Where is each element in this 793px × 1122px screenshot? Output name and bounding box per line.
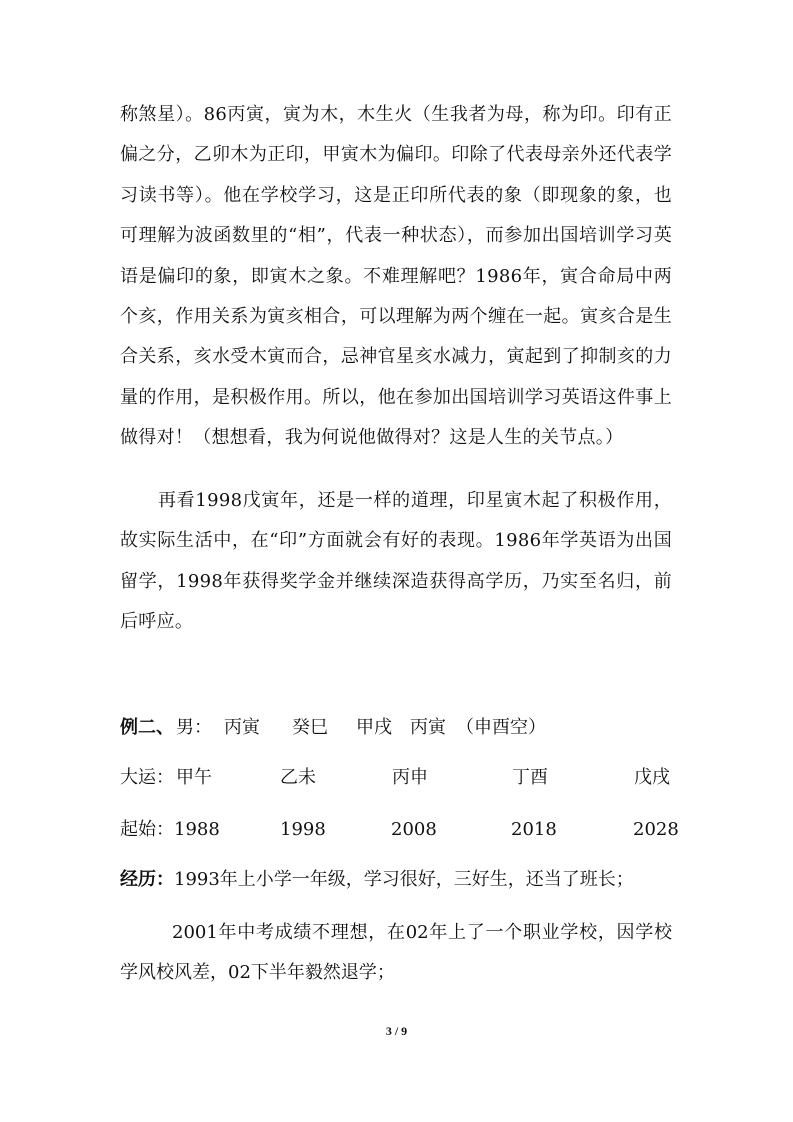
pillar-day: 甲戌 <box>356 717 392 738</box>
qishi-year: 2008 <box>391 819 437 840</box>
page-number: 3 / 9 <box>385 1024 408 1038</box>
pillar-year: 丙寅 <box>224 717 260 738</box>
dayun-item: 乙未 <box>280 767 316 788</box>
example-label: 例二、 <box>120 717 174 738</box>
pillar-hour: 丙寅 <box>410 717 446 738</box>
paragraph-1998: 再看1998戊寅年，还是一样的道理，印星寅木起了积极作用，故实际生活中，在“印”方面就会有好的表现。1986年学英语为出国留学，1998年获得奖学金并继续深造获得高学历，乃实至名归，前后呼应。 <box>120 490 672 633</box>
jingli-line <box>120 860 672 900</box>
dayun-item: 丙申 <box>392 767 428 788</box>
gender-label: 男： <box>176 717 212 738</box>
qishi-label: 起始： <box>120 819 174 840</box>
qishi-year: 2018 <box>511 819 557 840</box>
jingli-text: 1993年上小学一年级，学习很好，三好生，还当了班长； <box>174 869 634 890</box>
kongwang-note: （申酉空） <box>456 717 546 738</box>
paragraph-2001: 2001年中考成绩不理想，在02年上了一个职业学校，因学校学风校风差，02下半年毅然退学； <box>120 922 672 983</box>
example-heading <box>120 708 672 748</box>
qishi-year: 2028 <box>633 819 679 840</box>
qishi-year: 1988 <box>174 819 220 840</box>
dayun-row <box>120 758 672 798</box>
paragraph-analysis: 称煞星）。86丙寅，寅为木，木生火（生我者为母，称为印。印有正偏之分，乙卯木为正印，甲寅木为偏印。印除了代表母亲外还代表学习读书等）。他在学校学习，这是正印所代表的象（即现象的象，也可理解为波函数里的“相”，代表一种状态），而参加出国培训学习英语是偏印的象，即寅木之象。不难理解吧？1986年，寅合命局中两个亥，作用关系为寅亥相合，可以理解为两个缠在一起。寅亥合是生合关系，亥水受木寅而合，忌神官星亥水减力，寅起到了抑制亥的力量的作用，是积极作用。所以，他在参加出国培训学习英语这件事上做得对！（想想看，我为何说他做得对？这是人生的关节点。） <box>120 104 672 449</box>
dayun-item: 甲午 <box>176 767 212 788</box>
pillar-month: 癸巳 <box>292 717 328 738</box>
qishi-row <box>120 810 679 850</box>
qishi-year: 1998 <box>280 819 326 840</box>
dayun-label: 大运： <box>120 767 174 788</box>
dayun-item: 丁酉 <box>512 767 548 788</box>
jingli-label: 经历： <box>120 869 174 890</box>
dayun-item: 戊戌 <box>634 767 670 788</box>
